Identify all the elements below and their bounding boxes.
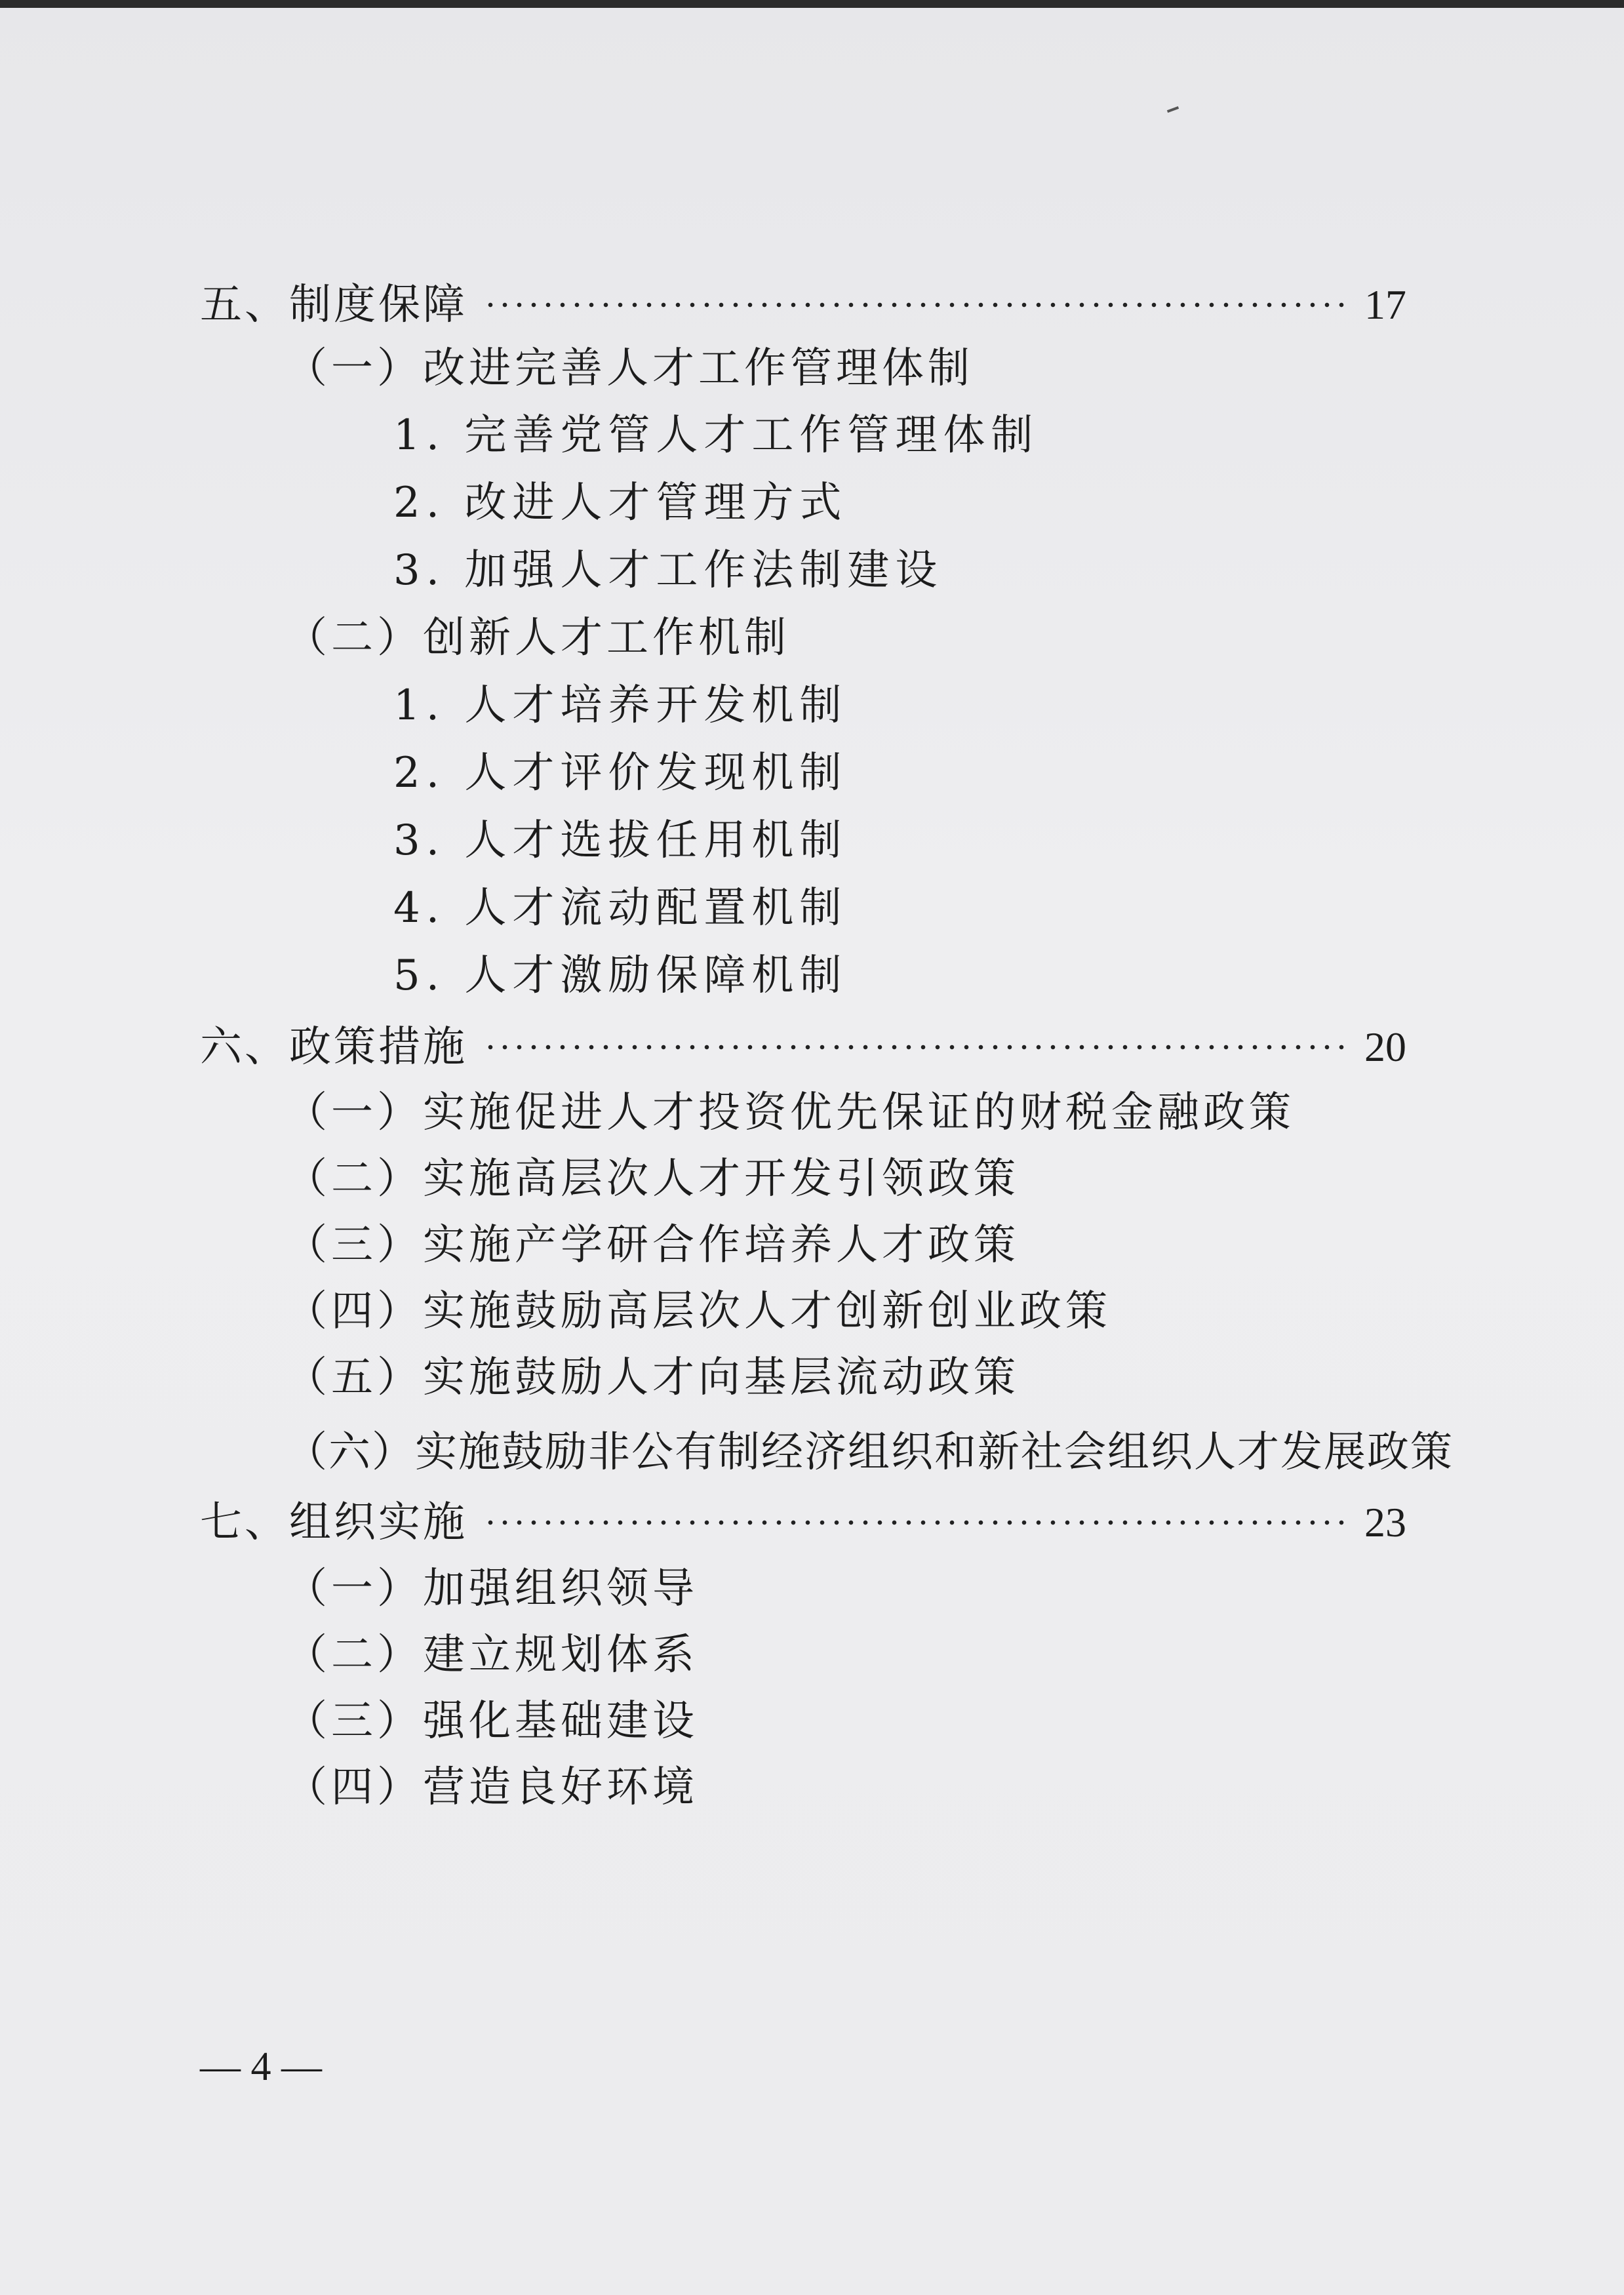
dot-leader (483, 300, 1345, 309)
toc-subsection-title: （二）创新人才工作机制 (285, 614, 790, 662)
toc-item[interactable] (393, 477, 847, 529)
dot-leader (483, 1043, 1345, 1052)
toc-subsection-title: （一）加强组织领导 (285, 1565, 698, 1613)
toc-item-title: 3. 人才选拔任用机制 (393, 816, 848, 865)
toc-subsection[interactable] (285, 1426, 1454, 1479)
page-number-footer: — 4 — (200, 2045, 322, 2089)
toc-subsection[interactable] (285, 1695, 698, 1747)
toc-subsection[interactable] (285, 1153, 1020, 1205)
toc-subsection[interactable] (285, 612, 790, 664)
toc-subsection-title: （六）实施鼓励非公有制经济组织和新社会组织人才发展政策 (285, 1428, 1454, 1477)
toc-subsection-title: （二）实施高层次人才开发引领政策 (285, 1155, 1020, 1203)
toc-page-number: 17 (1364, 281, 1406, 328)
toc-page-number: 23 (1364, 1499, 1406, 1546)
toc-subsection-title: （四）营造良好环境 (285, 1763, 698, 1812)
toc-subsection[interactable] (285, 1351, 1020, 1404)
toc-item-title: 2. 人才评价发现机制 (393, 749, 848, 797)
toc-subsection[interactable] (285, 1285, 1111, 1338)
toc-subsection-title: （一）改进完善人才工作管理体制 (285, 344, 974, 393)
toc-section-5[interactable] (200, 279, 1406, 331)
toc-subsection[interactable] (285, 1629, 698, 1681)
toc-item-title: 4. 人才流动配置机制 (393, 884, 848, 932)
toc-item[interactable] (393, 544, 943, 597)
toc-item-title: 2. 改进人才管理方式 (393, 479, 848, 527)
toc-item-title: 5. 人才激励保障机制 (393, 951, 848, 1000)
toc-subsection-title: （三）强化基础建设 (285, 1697, 698, 1746)
toc-item-title: 1. 完善党管人才工作管理体制 (393, 411, 1039, 460)
toc-item-title: 3. 加强人才工作法制建设 (393, 546, 943, 595)
toc-section-title: 六、政策措施 (200, 1023, 467, 1071)
toc-subsection-title: （三）实施产学研合作培养人才政策 (285, 1221, 1020, 1269)
toc-subsection-title: （四）实施鼓励高层次人才创新创业政策 (285, 1287, 1111, 1336)
toc-section-6[interactable] (200, 1021, 1406, 1073)
dot-leader (483, 1518, 1345, 1527)
toc-section-7[interactable] (200, 1496, 1406, 1549)
toc-subsection-title: （五）实施鼓励人才向基层流动政策 (285, 1353, 1020, 1402)
toc-subsection[interactable] (285, 1761, 698, 1814)
toc-item[interactable] (393, 814, 847, 867)
toc-subsection-title: （一）实施促进人才投资优先保证的财税金融政策 (285, 1088, 1295, 1137)
toc-item[interactable] (393, 882, 847, 934)
toc-subsection-title: （二）建立规划体系 (285, 1631, 698, 1679)
toc-item[interactable] (393, 409, 1039, 462)
toc-item[interactable] (393, 949, 847, 1002)
toc-subsection[interactable] (285, 1219, 1020, 1271)
toc-subsection[interactable] (285, 1087, 1295, 1139)
toc-page-number: 20 (1364, 1024, 1406, 1070)
toc-section-title: 五、制度保障 (200, 281, 467, 329)
toc-item-title: 1. 人才培养开发机制 (393, 681, 848, 730)
toc-subsection[interactable] (285, 1563, 698, 1615)
toc-subsection[interactable] (285, 342, 974, 395)
toc-item[interactable] (393, 679, 847, 732)
toc-section-title: 七、组织实施 (200, 1498, 467, 1547)
toc-item[interactable] (393, 747, 847, 799)
